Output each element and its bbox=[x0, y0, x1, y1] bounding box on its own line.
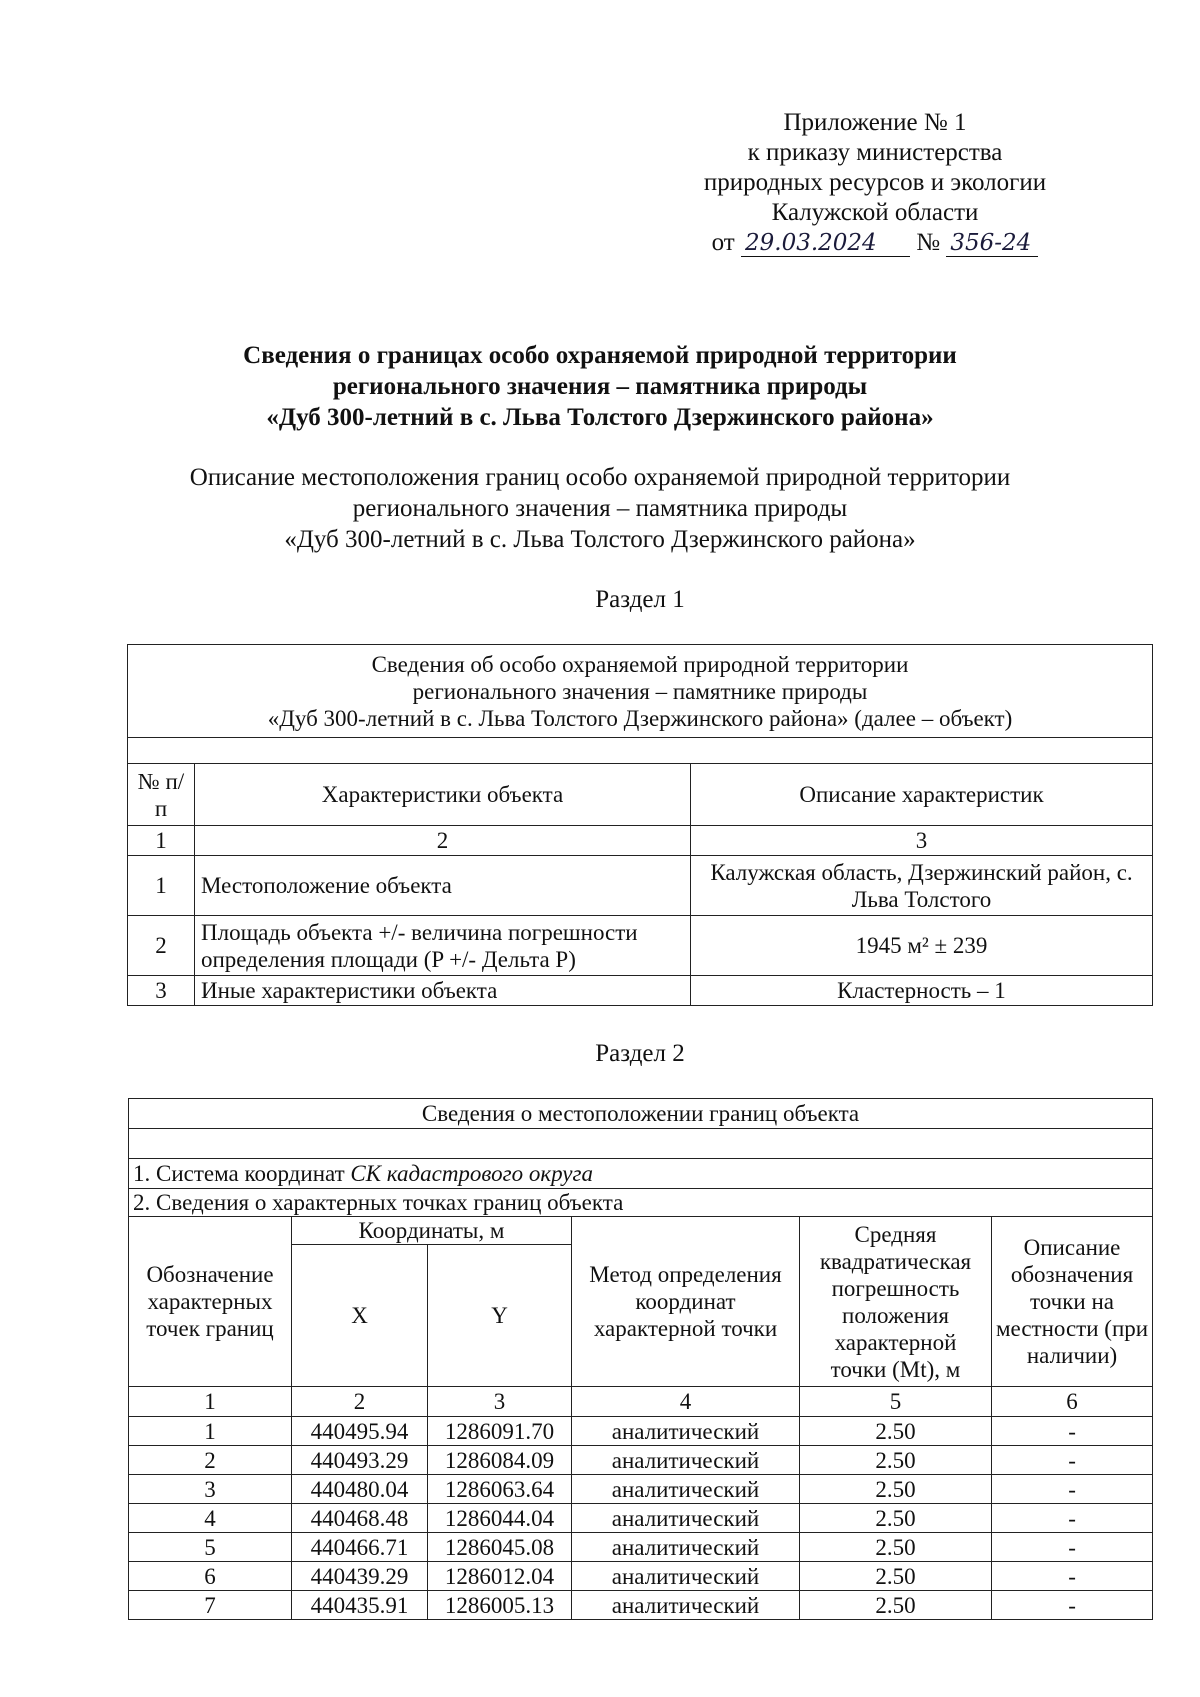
point-desc: - bbox=[992, 1591, 1153, 1620]
header-characteristic: Характеристики объекта bbox=[195, 764, 691, 826]
point-x: 440466.71 bbox=[292, 1533, 428, 1562]
coord-system-row bbox=[129, 1159, 1153, 1189]
index-cell: 3 bbox=[691, 826, 1153, 856]
boundary-table-caption: Сведения о местоположении границ объекта bbox=[129, 1099, 1153, 1129]
point-x: 440480.04 bbox=[292, 1475, 428, 1504]
index-cell: 2 bbox=[195, 826, 691, 856]
row-characteristic: Местоположение объекта bbox=[195, 856, 691, 916]
row-num: 3 bbox=[128, 976, 195, 1006]
index-row bbox=[128, 826, 1153, 856]
point-y: 1286084.09 bbox=[428, 1446, 572, 1475]
points-caption: 2. Сведения о характерных точках границ объекта bbox=[129, 1189, 1153, 1217]
point-desc: - bbox=[992, 1417, 1153, 1446]
appendix-line-4: Калужской области bbox=[771, 199, 979, 226]
index-cell: 2 bbox=[292, 1387, 428, 1417]
point-id: 1 bbox=[129, 1417, 292, 1446]
point-y: 1286044.04 bbox=[428, 1504, 572, 1533]
point-error: 2.50 bbox=[800, 1446, 992, 1475]
table-row bbox=[129, 1417, 1153, 1446]
coord-system-prefix: 1. Система координат bbox=[133, 1161, 345, 1186]
point-method: аналитический bbox=[572, 1504, 800, 1533]
header-description: Описание характеристик bbox=[691, 764, 1153, 826]
document-title bbox=[150, 340, 1050, 433]
row-characteristic: Площадь объекта +/- величина погрешности определения площади (P +/- Дельта P) bbox=[195, 916, 691, 976]
point-desc: - bbox=[992, 1446, 1153, 1475]
index-cell: 1 bbox=[128, 826, 195, 856]
appendix-line-2: к приказу министерства bbox=[747, 139, 1003, 166]
table-row bbox=[129, 1446, 1153, 1475]
header-error: Средняя квадратическая погрешность положения характерной точки (Mt), м bbox=[800, 1217, 992, 1387]
table-row bbox=[128, 856, 1153, 916]
point-method: аналитический bbox=[572, 1533, 800, 1562]
section-1-heading: Раздел 1 bbox=[595, 586, 685, 613]
point-x: 440468.48 bbox=[292, 1504, 428, 1533]
appendix-header bbox=[660, 108, 1090, 258]
header-point: Обозначение характерных точек границ bbox=[129, 1217, 292, 1387]
number-prefix: № bbox=[916, 229, 941, 256]
point-method: аналитический bbox=[572, 1591, 800, 1620]
row-num: 1 bbox=[128, 856, 195, 916]
table-row bbox=[129, 1475, 1153, 1504]
point-desc: - bbox=[992, 1475, 1153, 1504]
index-cell: 5 bbox=[800, 1387, 992, 1417]
object-info-table bbox=[127, 644, 1153, 1006]
subtitle-line-2: регионального значения – памятника природы bbox=[352, 495, 848, 522]
point-error: 2.50 bbox=[800, 1475, 992, 1504]
object-caption-line-3: «Дуб 300-летний в с. Льва Толстого Дзержинского района» (далее – объект) bbox=[267, 705, 1013, 731]
point-desc: - bbox=[992, 1562, 1153, 1591]
empty-row bbox=[128, 738, 1153, 764]
table-row bbox=[128, 976, 1153, 1006]
point-id: 4 bbox=[129, 1504, 292, 1533]
header-method: Метод определения координат характерной точки bbox=[572, 1217, 800, 1387]
section-2-heading: Раздел 2 bbox=[595, 1040, 685, 1067]
header-num: № п/п bbox=[128, 764, 195, 826]
object-caption-line-1: Сведения об особо охраняемой природной территории bbox=[371, 651, 909, 677]
point-y: 1286063.64 bbox=[428, 1475, 572, 1504]
handwritten-number: 356-24 bbox=[946, 230, 1038, 257]
document-subtitle bbox=[150, 462, 1050, 555]
title-line-1: Сведения о границах особо охраняемой природной территории bbox=[243, 342, 957, 369]
table-row bbox=[129, 1591, 1153, 1620]
handwritten-date: 29.03.2024 bbox=[741, 230, 910, 257]
point-y: 1286045.08 bbox=[428, 1533, 572, 1562]
boundary-points-table bbox=[128, 1098, 1153, 1620]
table-row bbox=[128, 916, 1153, 976]
empty-row bbox=[129, 1129, 1153, 1159]
header-x: X bbox=[292, 1245, 428, 1387]
point-y: 1286091.70 bbox=[428, 1417, 572, 1446]
title-line-2: регионального значения – памятника природы bbox=[332, 373, 868, 400]
point-id: 7 bbox=[129, 1591, 292, 1620]
point-method: аналитический bbox=[572, 1417, 800, 1446]
row-num: 2 bbox=[128, 916, 195, 976]
point-y: 1286012.04 bbox=[428, 1562, 572, 1591]
index-row bbox=[129, 1387, 1153, 1417]
object-table-caption bbox=[128, 645, 1153, 738]
row-description: Калужская область, Дзержинский район, с. Льва Толстого bbox=[691, 856, 1153, 916]
point-x: 440435.91 bbox=[292, 1591, 428, 1620]
coord-system-value: СК кадастрового округа bbox=[350, 1161, 593, 1186]
header-point-description: Описание обозначения точки на местности (при наличии) bbox=[992, 1217, 1153, 1387]
index-cell: 3 bbox=[428, 1387, 572, 1417]
point-method: аналитический bbox=[572, 1475, 800, 1504]
table-row bbox=[129, 1504, 1153, 1533]
point-y: 1286005.13 bbox=[428, 1591, 572, 1620]
header-coords: Координаты, м bbox=[292, 1217, 572, 1245]
point-id: 3 bbox=[129, 1475, 292, 1504]
point-method: аналитический bbox=[572, 1446, 800, 1475]
point-x: 440493.29 bbox=[292, 1446, 428, 1475]
appendix-order-line bbox=[660, 228, 1090, 258]
point-error: 2.50 bbox=[800, 1533, 992, 1562]
point-id: 5 bbox=[129, 1533, 292, 1562]
row-characteristic: Иные характеристики объекта bbox=[195, 976, 691, 1006]
table-row bbox=[129, 1533, 1153, 1562]
row-description: Кластерность – 1 bbox=[691, 976, 1153, 1006]
point-x: 440495.94 bbox=[292, 1417, 428, 1446]
point-desc: - bbox=[992, 1533, 1153, 1562]
point-id: 6 bbox=[129, 1562, 292, 1591]
table-row bbox=[129, 1562, 1153, 1591]
point-id: 2 bbox=[129, 1446, 292, 1475]
appendix-line-1: Приложение № 1 bbox=[783, 109, 967, 136]
appendix-line-3: природных ресурсов и экологии bbox=[703, 169, 1047, 196]
index-cell: 4 bbox=[572, 1387, 800, 1417]
index-cell: 6 bbox=[992, 1387, 1153, 1417]
header-y: Y bbox=[428, 1245, 572, 1387]
row-description: 1945 м² ± 239 bbox=[691, 916, 1153, 976]
from-prefix: от bbox=[711, 229, 735, 256]
point-desc: - bbox=[992, 1504, 1153, 1533]
subtitle-line-1: Описание местоположения границ особо охраняемой природной территории bbox=[189, 464, 1011, 491]
point-error: 2.50 bbox=[800, 1562, 992, 1591]
index-cell: 1 bbox=[129, 1387, 292, 1417]
point-error: 2.50 bbox=[800, 1591, 992, 1620]
title-line-3: «Дуб 300-летний в с. Льва Толстого Дзержинского района» bbox=[266, 404, 934, 431]
point-method: аналитический bbox=[572, 1562, 800, 1591]
point-x: 440439.29 bbox=[292, 1562, 428, 1591]
subtitle-line-3: «Дуб 300-летний в с. Льва Толстого Дзержинского района» bbox=[284, 526, 916, 553]
point-error: 2.50 bbox=[800, 1417, 992, 1446]
point-error: 2.50 bbox=[800, 1504, 992, 1533]
object-caption-line-2: регионального значения – памятнике природы bbox=[412, 678, 868, 704]
